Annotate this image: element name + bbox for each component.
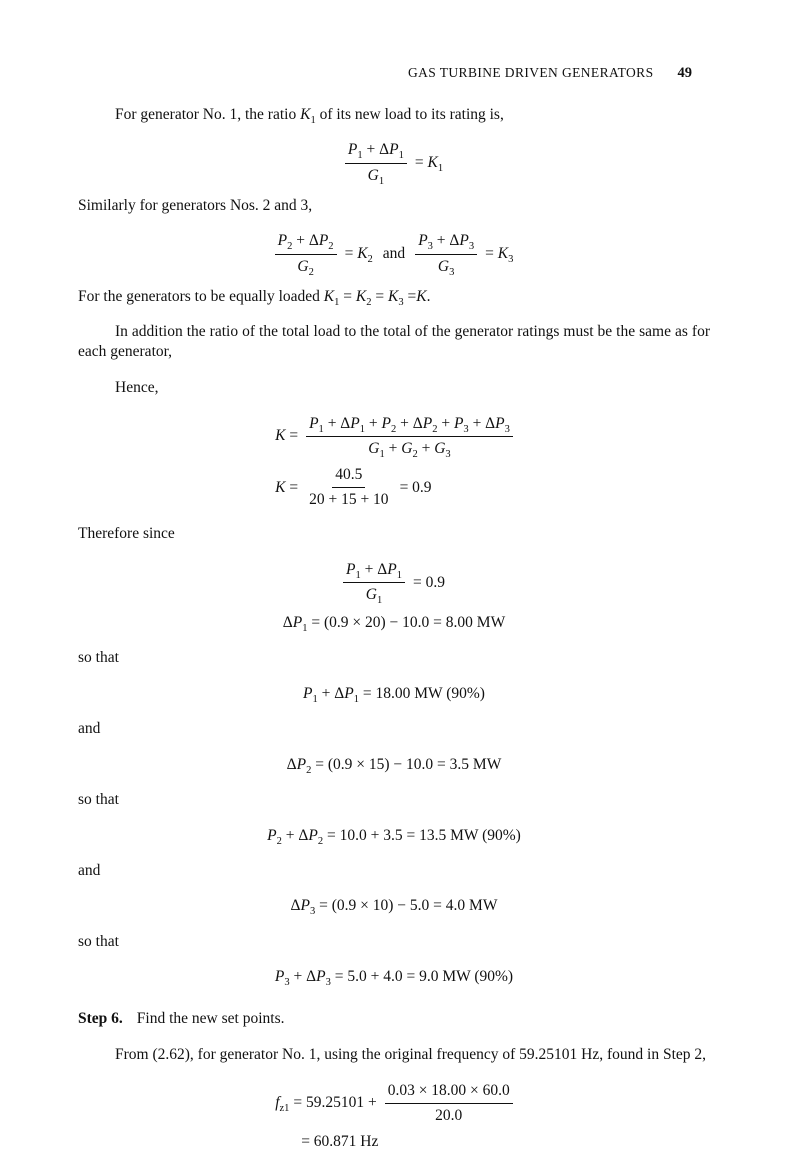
numerator: $P_2 + \Delta P_2$ bbox=[275, 231, 337, 254]
equation-rhs: = 0.9 bbox=[412, 573, 445, 591]
aligned-equations bbox=[275, 1081, 513, 1152]
paragraph-so-that-1: so that bbox=[78, 649, 119, 667]
equation-ratio-09 bbox=[78, 560, 710, 605]
equation-fz1 bbox=[275, 1081, 513, 1126]
equation-text: $P_3 + \Delta P_3 = 5.0 + 4.0 = 9.0$ MW (90%) bbox=[274, 968, 514, 989]
equation-group-frequency bbox=[78, 1081, 710, 1152]
equation-group-k bbox=[78, 414, 710, 511]
paragraph-equally-loaded bbox=[78, 287, 710, 307]
denominator: $G_1$ bbox=[365, 586, 383, 607]
paragraph-total-load-ratio: In addition the ratio of the total load to the total of the generator ratings must be the same as for each generator, bbox=[78, 323, 710, 361]
paragraph-therefore-since: Therefore since bbox=[78, 525, 175, 543]
denominator: $G_1$ bbox=[367, 166, 385, 187]
equation-text: = 60.871 Hz bbox=[301, 1132, 379, 1150]
equation-delta-p3 bbox=[78, 896, 710, 916]
fraction bbox=[275, 231, 337, 276]
numerator: $P_3 + \Delta P_3$ bbox=[415, 231, 477, 254]
paragraph-hence: Hence, bbox=[115, 379, 159, 397]
fraction bbox=[306, 465, 391, 510]
running-title: GAS TURBINE DRIVEN GENERATORS bbox=[408, 65, 654, 80]
fraction bbox=[385, 1081, 513, 1126]
equation-text: $\Delta P_3 = (0.9 \times 10) - 5.0 = 4.0$ MW bbox=[290, 897, 498, 918]
fraction bbox=[306, 414, 513, 459]
fraction bbox=[415, 231, 477, 276]
paragraph-similarly: Similarly for generators Nos. 2 and 3, bbox=[78, 196, 313, 214]
inline-math-k-equalities: $K_1 = K_2 = K_3 =K$. bbox=[323, 287, 431, 308]
paragraph-intro-generator-1 bbox=[78, 105, 710, 125]
running-header bbox=[0, 64, 786, 83]
equation-rhs: = $K_1$ bbox=[414, 154, 444, 175]
paragraph-text: For the generators to be equally loaded bbox=[78, 287, 324, 305]
equation-k-definition bbox=[275, 414, 513, 459]
page-number: 49 bbox=[677, 65, 692, 81]
paragraph-and-2: and bbox=[78, 861, 101, 879]
equation-delta-p2 bbox=[78, 755, 710, 775]
paragraph-step6 bbox=[78, 1009, 710, 1029]
page-content bbox=[78, 105, 710, 1152]
equation-rhs: = $K_3$ bbox=[485, 244, 514, 266]
equation-lhs: $f_{z1} = 59.25101$ + bbox=[275, 1094, 377, 1115]
denominator: 20.0 bbox=[435, 1106, 463, 1124]
equation-text: $P_1 + \Delta P_1 = 18.00$ MW (90%) bbox=[303, 685, 485, 706]
equation-lhs: K = bbox=[275, 427, 299, 445]
fraction bbox=[345, 140, 407, 185]
paragraph-from-262: From (2.62), for generator No. 1, using the original frequency of 59.25101 Hz, found in Step 2, bbox=[115, 1045, 707, 1063]
numerator: $P_1 + \Delta P_1 + P_2 + \Delta P_2 + P_3 + \Delta P_3$ bbox=[306, 414, 513, 437]
equation-text: $\Delta P_1 = (0.9 \times 20) - 10.0 = 8.00$ MW bbox=[282, 614, 506, 635]
denominator: 20 + 15 + 10 bbox=[309, 491, 389, 509]
equation-rhs: = 0.9 bbox=[399, 478, 432, 496]
equation-text: $P_2 + \Delta P_2 = 10.0 + 3.5 = 13.5$ MW (90%) bbox=[267, 826, 521, 847]
paragraph-text: For generator No. 1, the ratio bbox=[115, 105, 301, 123]
equation-connector: and bbox=[382, 244, 406, 262]
equation-lhs: K = bbox=[275, 478, 299, 496]
paragraph-text: of its new load to its rating is, bbox=[315, 105, 504, 123]
equation-p2-total bbox=[78, 826, 710, 846]
numerator: 0.03 × 18.00 × 60.0 bbox=[385, 1081, 513, 1104]
fraction bbox=[343, 560, 405, 605]
denominator: $G_1 + G_2 + G_3$ bbox=[368, 439, 451, 460]
numerator: 40.5 bbox=[332, 465, 365, 488]
equation-p1-total bbox=[78, 684, 710, 704]
paragraph-and-1: and bbox=[78, 720, 101, 738]
equation-ratio-k2-k3 bbox=[78, 231, 710, 276]
paragraph-so-that-2: so that bbox=[78, 790, 119, 808]
step-label: Step 6. bbox=[78, 1010, 123, 1028]
numerator: $P_1 + \Delta P_1$ bbox=[343, 560, 405, 583]
equation-ratio-k1 bbox=[78, 140, 710, 185]
equation-rhs: = $K_2$ bbox=[344, 244, 373, 266]
inline-math-k1: $K_1$ bbox=[300, 105, 316, 126]
equation-delta-p1 bbox=[78, 613, 710, 633]
denominator: $G_2$ bbox=[297, 257, 314, 278]
paragraph-so-that-3: so that bbox=[78, 932, 119, 950]
aligned-equations bbox=[275, 414, 513, 511]
equation-text: $\Delta P_2 = (0.9 \times 15) - 10.0 = 3.5$ MW bbox=[286, 755, 502, 776]
numerator: $P_1 + \Delta P_1$ bbox=[345, 140, 407, 163]
equation-p3-total bbox=[78, 967, 710, 987]
denominator: $G_3$ bbox=[437, 257, 455, 278]
equation-fz1-result bbox=[301, 1132, 378, 1152]
step-text: Find the new set points. bbox=[136, 1010, 285, 1028]
equation-k-value bbox=[275, 465, 431, 510]
